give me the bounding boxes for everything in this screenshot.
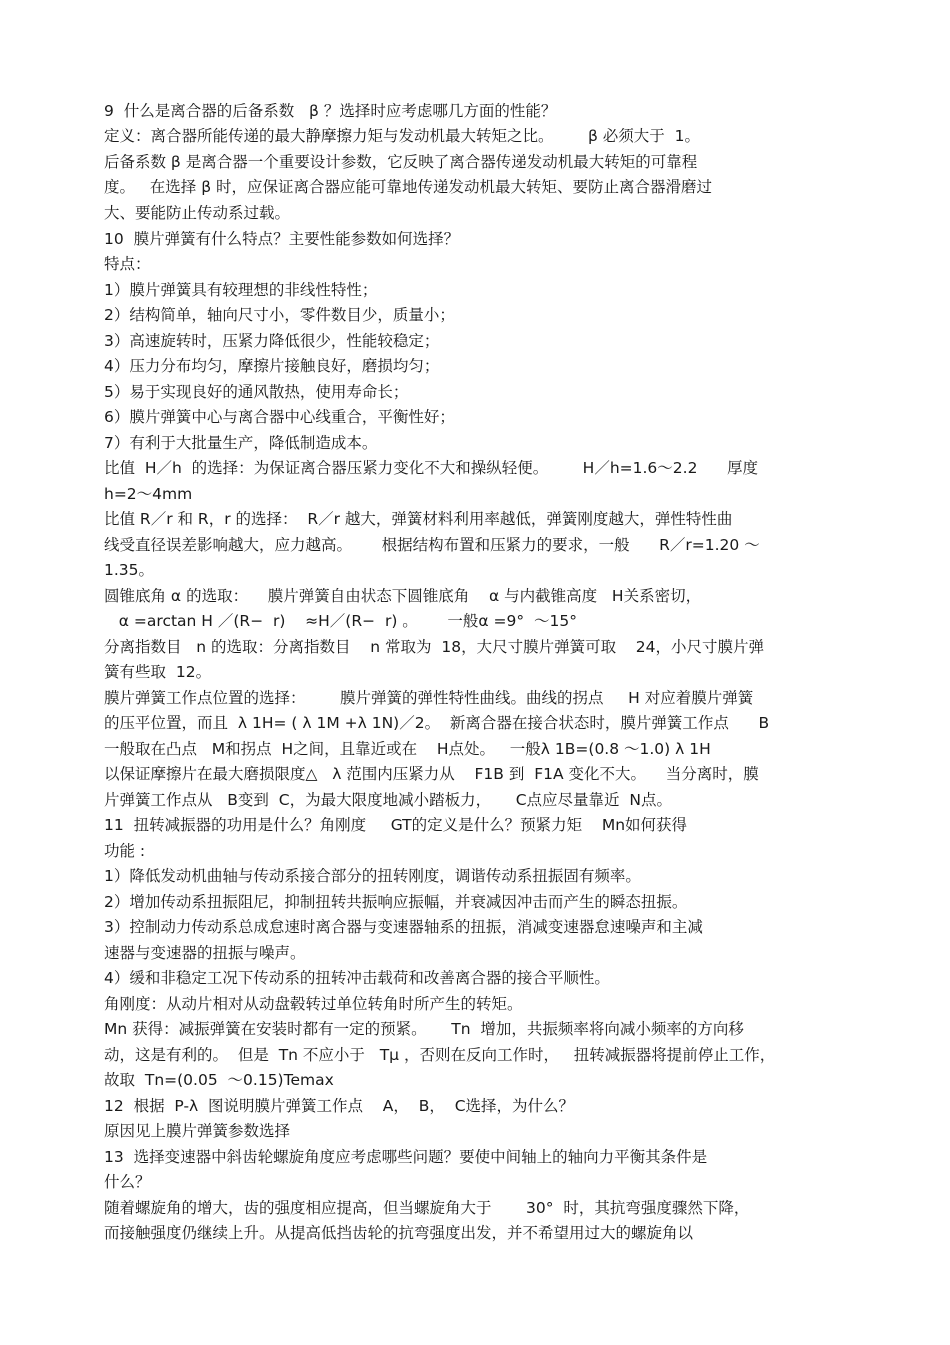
text-line: 线受直径误差影响越大，应力越高。 根据结构布置和压紧力的要求，一般 R／r=1.20 ～ — [104, 536, 760, 554]
text-line: 圆锥底角 α 的选取： 膜片弹簧自由状态下圆锥底角 α 与内截锥高度 H关系密切， — [104, 587, 702, 605]
text-line: 2）结构简单，轴向尺寸小，零件数目少，质量小； — [104, 306, 455, 324]
text-line: 6）膜片弹簧中心与离合器中心线重合，平衡性好； — [104, 408, 455, 426]
text-line: h=2～4mm — [104, 485, 193, 503]
text-line: 1）膜片弹簧具有较理想的非线性特性； — [104, 281, 378, 299]
text-line: 速器与变速器的扭振与噪声。 — [104, 944, 306, 962]
text-line: 1）降低发动机曲轴与传动系接合部分的扭转刚度，调谐传动系扭振固有频率。 — [104, 867, 641, 885]
text-line: 的压平位置，而且 λ 1H= ( λ 1M +λ 1N)／2。 新离合器在接合状态时，膜片弹簧工作点 B — [104, 714, 770, 732]
text-line: 后备系数 β 是离合器一个重要设计参数，它反映了离合器传递发动机最大转矩的可靠程 — [104, 153, 698, 171]
text-line: 度。 在选择 β 时，应保证离合器应能可靠地传递发动机最大转矩、要防止离合器滑磨过 — [104, 178, 713, 196]
text-line: 9 什么是离合器的后备系数 β ？选择时应考虑哪几方面的性能？ — [104, 102, 557, 120]
text-line: 簧有些取 12。 — [104, 663, 212, 681]
text-line: 10 膜片弹簧有什么特点？主要性能参数如何选择？ — [104, 230, 460, 248]
text-line: 3）控制动力传动系总成怠速时离合器与变速器轴系的扭振，消减变速器怠速噪声和主减 — [104, 918, 703, 936]
text-line: 4）压力分布均匀，摩擦片接触良好，磨损均匀； — [104, 357, 440, 375]
text-line: 膜片弹簧工作点位置的选择： 膜片弹簧的弹性特性曲线。曲线的拐点 H 对应着膜片弹簧 — [104, 689, 754, 707]
text-line: 7）有利于大批量生产，降低制造成本。 — [104, 434, 378, 452]
text-line: α =arctan H ／(R− r) ≈H／(R− r) 。 一般α =9° ～15° — [104, 612, 577, 630]
text-line: 动，这是有利的。 但是 Tn 不应小于 Tμ ，否则在反向工作时， 扭转减振器将提前停止工作， — [104, 1046, 776, 1064]
text-line: 分离指数目 n 的选取：分离指数目 n 常取为 18，大尺寸膜片弹簧可取 24，小尺寸膜片弹 — [104, 638, 765, 656]
text-line: 故取 Tn=(0.05 ～0.15)Temax — [104, 1071, 334, 1089]
text-line: 1.35。 — [104, 561, 155, 579]
text-line: 片弹簧工作点从 B变到 C，为最大限度地减小踏板力， C点应尽量靠近 N点。 — [104, 791, 673, 809]
text-line: 比值 H／h 的选择：为保证离合器压紧力变化不大和操纵轻便。 H／h=1.6～2.2 厚度 — [104, 459, 759, 477]
text-line: 大、要能防止传动系过载。 — [104, 204, 291, 222]
text-line: 5）易于实现良好的通风散热，使用寿命长； — [104, 383, 409, 401]
text-line: 12 根据 P-λ 图说明膜片弹簧工作点 A， B， C选择，为什么？ — [104, 1097, 575, 1115]
text-line: 4）缓和非稳定工况下传动系的扭转冲击载荷和改善离合器的接合平顺性。 — [104, 969, 610, 987]
text-line: 以保证摩擦片在最大磨损限度△ λ 范围内压紧力从 F1B 到 F1A 变化不大。 当分离时，膜 — [104, 765, 759, 783]
text-line: 11 扭转减振器的功用是什么？角刚度 GT的定义是什么？预紧力矩 Mn如何获得 — [104, 816, 688, 834]
text-line: 3）高速旋转时，压紧力降低很少，性能较稳定； — [104, 332, 440, 350]
text-line: 角刚度：从动片相对从动盘毂转过单位转角时所产生的转矩。 — [104, 995, 523, 1013]
text-line: 一般取在凸点 M和拐点 H之间，且靠近或在 H点处。 一般λ 1B=(0.8 ～1.0) λ 1H — [104, 740, 711, 758]
text-line: 原因见上膜片弹簧参数选择 — [104, 1122, 291, 1140]
text-line: Mn 获得：减振弹簧在安装时都有一定的预紧。 Tn 增加，共振频率将向减小频率的方向移 — [104, 1020, 744, 1038]
text-line: 功能 : — [104, 842, 146, 860]
text-line: 13 选择变速器中斜齿轮螺旋角度应考虑哪些问题？要使中间轴上的轴向力平衡其条件是 — [104, 1148, 708, 1166]
text-line: 随着螺旋角的增大，齿的强度相应提高，但当螺旋角大于 30° 时，其抗弯强度骤然下降， — [104, 1199, 750, 1217]
text-line: 定义：离合器所能传递的最大静摩擦力矩与发动机最大转矩之比。 β 必须大于 1。 — [104, 127, 701, 145]
text-line: 2）增加传动系扭振阻尼，抑制扭转共振响应振幅，并衰减因冲击而产生的瞬态扭振。 — [104, 893, 688, 911]
text-line: 而接触强度仍继续上升。从提高低挡齿轮的抗弯强度出发，并不希望用过大的螺旋角以 — [104, 1224, 694, 1242]
text-line: 比值 R／r 和 R，r 的选择： R／r 越大，弹簧材料利用率越低，弹簧刚度越大，弹性特性曲 — [104, 510, 733, 528]
text-line: 什么？ — [104, 1173, 151, 1191]
text-line: 特点： — [104, 255, 151, 273]
